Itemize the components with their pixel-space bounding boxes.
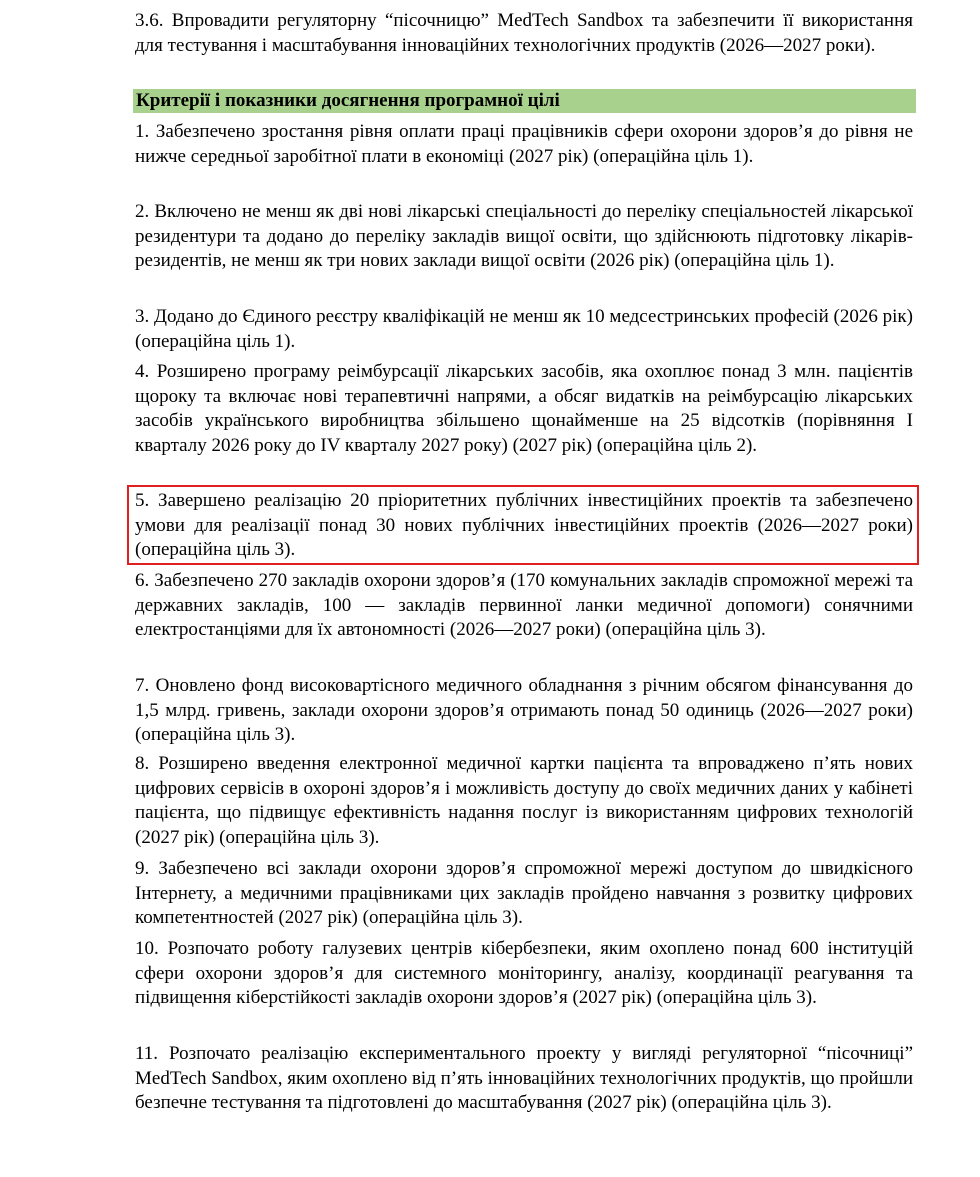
criterion-10: 10. Розпочато роботу галузевих центрів кібербезпеки, яким охоплено понад 600 інституцій сфери охорони здоров’я для системного моніторингу, аналізу, координації реагування та підвищення кіберстійкості закладів охорони здоров’я (2027 рік) (операційна ціль 3). [135,938,913,1008]
criterion-3: 3. Додано до Єдиного реєстру кваліфікацій не менш як 10 медсестринських професій (2026 рік) (операційна ціль 1). [135,306,913,352]
criterion-9: 9. Забезпечено всі заклади охорони здоров’я спроможної мережі доступом до швидкісного Інтернету, а медичними працівниками цих закладів пройдено навчання з розвитку цифрових компетентностей (2027 рік) (операційна ціль 3). [135,858,913,928]
criterion-1: 1. Забезпечено зростання рівня оплати праці працівників сфери охорони здоров’я до рівня не нижче середньої заробітної плати в економіці (2027 рік) (операційна ціль 1). [135,121,913,167]
section-heading: Критерії і показники досягнення програмної цілі [136,90,560,111]
criterion-8: 8. Розширено введення електронної медичної картки пацієнта та впроваджено п’ять нових цифрових сервісів в охороні здоров’я і можливість доступу до своїх медичних даних у кабінеті пацієнта, що підвищує ефективність надання послуг із використанням цифрових технологій (2027 рік) (операційна ціль 3). [135,753,913,848]
criterion-7: 7. Оновлено фонд високовартісного медичного обладнання з річним обсягом фінансування до 1,5 млрд. гривень, заклади охорони здоров’я отримають понад 50 одиниць (2026—2027 роки) (операційна ціль 3). [135,675,913,745]
intro-paragraph: 3.6. Впровадити регуляторну “пісочницю” MedTech Sandbox та забезпечити її використання для тестування і масштабування інноваційних технологічних продуктів (2026—2027 роки). [135,10,913,56]
criterion-5: 5. Завершено реалізацію 20 пріоритетних публічних інвестиційних проектів та забезпечено умови для реалізації понад 30 нових публічних інвестиційних проектів (2026—2027 роки) (операційна ціль 3). [135,490,913,560]
criterion-6: 6. Забезпечено 270 закладів охорони здоров’я (170 комунальних закладів спроможної мережі та державних закладів, 100 — закладів первинної ланки медичної допомоги) сонячними електростанціями для їх автономності (2026—2027 роки) (операційна ціль 3). [135,570,913,640]
criterion-11: 11. Розпочато реалізацію експериментального проекту у вигляді регуляторної “пісочниці” MedTech Sandbox, яким охоплено від п’ять інноваційних технологічних продуктів, що пройшли безпечне тестування та підготовлені до масштабування (2027 рік) (операційна ціль 3). [135,1043,913,1113]
criterion-4: 4. Розширено програму реімбурсації лікарських засобів, яка охоплює понад 3 млн. пацієнтів щороку та включає нові терапевтичні напрями, а обсяг видатків на реімбурсацію лікарських засобів українського виробництва збільшено щонайменше на 25 відсотків (порівняння I кварталу 2026 року до IV кварталу 2027 року) (2027 рік) (операційна ціль 2). [135,361,913,456]
criterion-2: 2. Включено не менш як дві нові лікарські спеціальності до переліку спеціальностей лікарської резидентури та додано до переліку закладів вищої освіти, що здійснюють підготовку лікарів-резидентів, не менш як три нових заклади вищої освіти (2026 рік) (операційна ціль 1). [135,201,913,271]
